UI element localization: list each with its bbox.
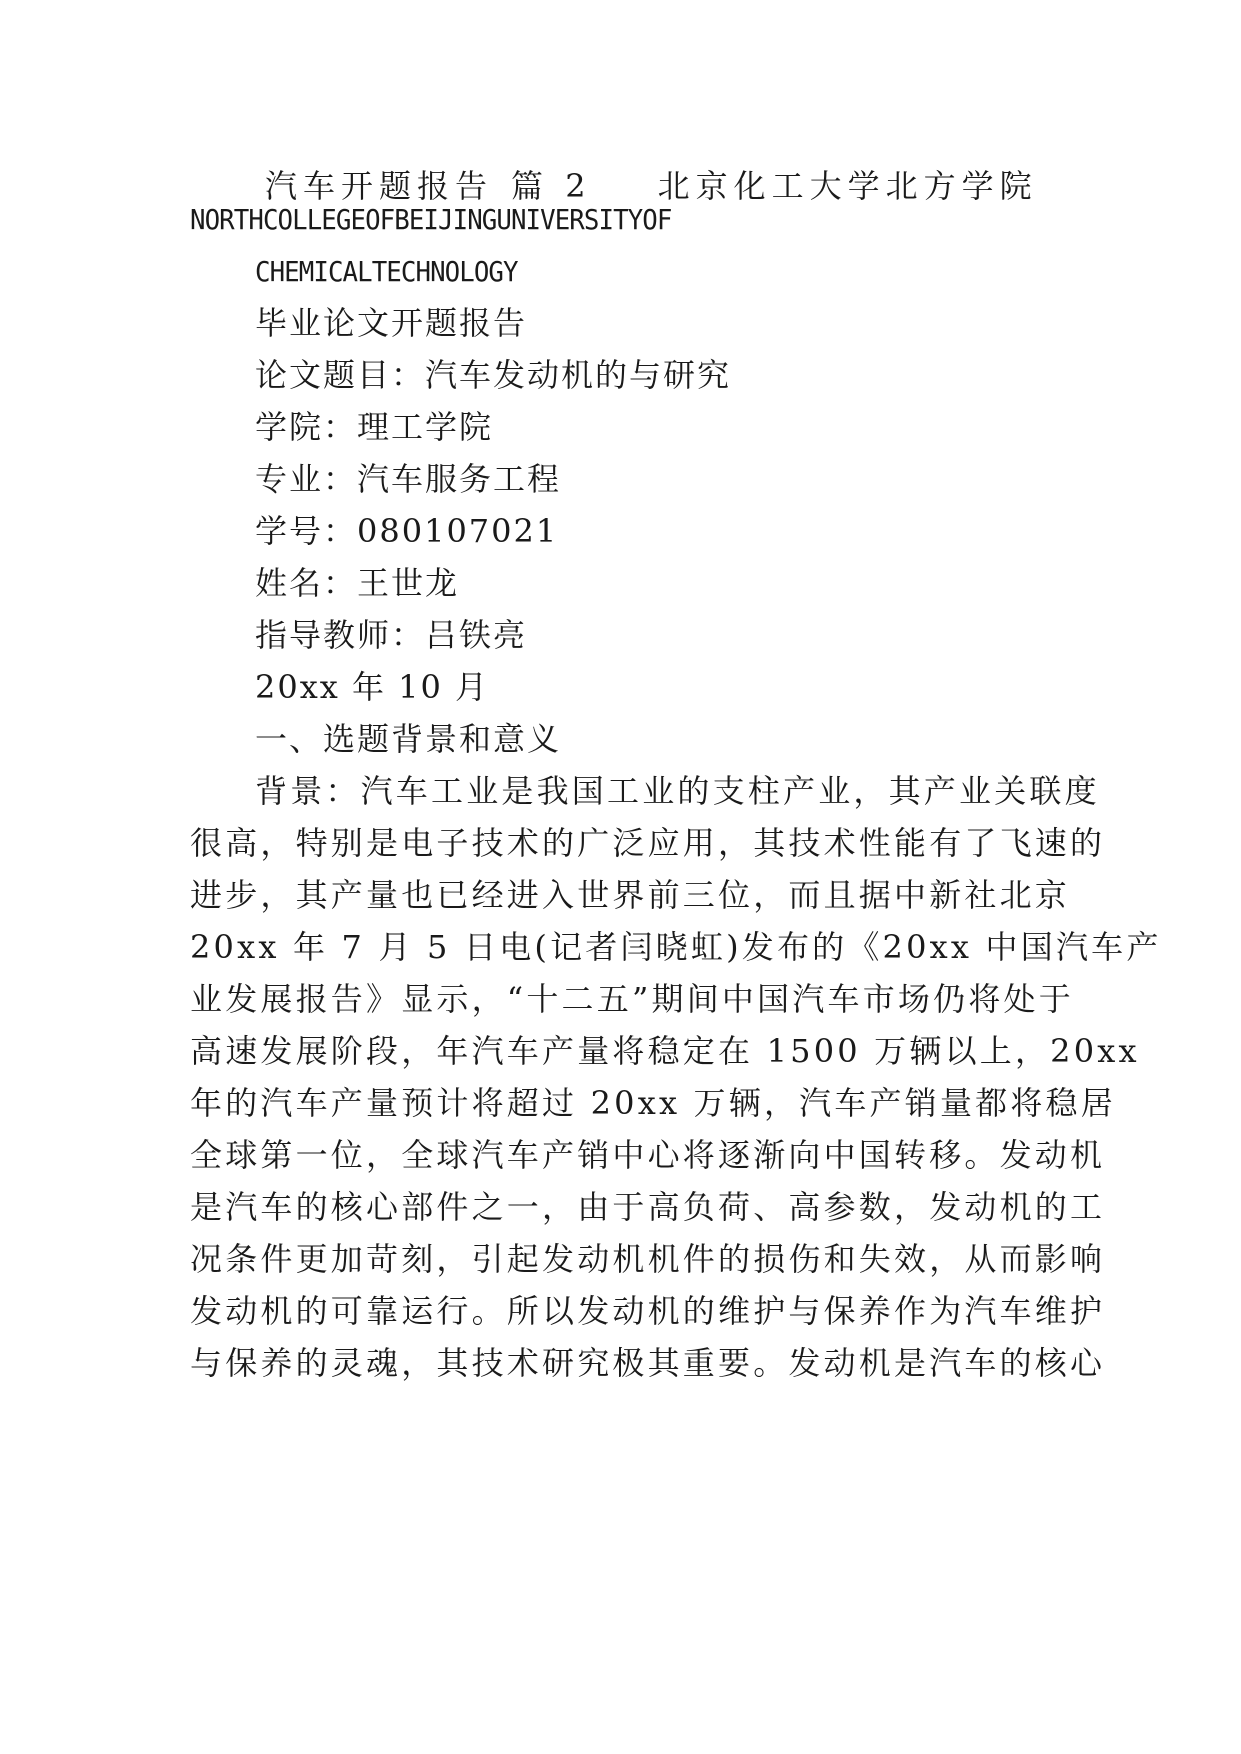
paragraph-line: 进步，其产量也已经进入世界前三位，而且据中新社北京 [190, 876, 1071, 914]
paragraph-line: 况条件更加苛刻，引起发动机机件的损伤和失效，从而影响 [190, 1240, 1106, 1278]
paragraph-line: 是汽车的核心部件之一，由于高负荷、高参数，发动机的工 [190, 1188, 1106, 1226]
paragraph-line: 高速发展阶段，年汽车产量将稳定在 1500 万辆以上，20xx [190, 1032, 1140, 1070]
paragraph-line: 20xx 年 7 月 5 日电(记者闫晓虹)发布的《20xx 中国汽车产 [190, 928, 1162, 966]
paragraph-line: 年的汽车产量预计将超过 20xx 万辆，汽车产销量都将稳居 [190, 1084, 1116, 1122]
paragraph-line: 业发展报告》显示，“十二五”期间中国汽车市场仍将处于 [190, 980, 1074, 1018]
university-name-en-line-1: NORTHCOLLEGEOFBEIJINGUNIVERSITYOF [190, 203, 672, 236]
university-name-cn: 北京化工大学北方学院 [657, 167, 1038, 205]
student-id-field: 学号：080107021 [255, 512, 559, 550]
name-field: 姓名：王世龙 [255, 564, 460, 602]
university-name-en-line-2: CHEMICALTECHNOLOGY [255, 255, 518, 288]
advisor-field: 指导教师：吕铁亮 [255, 616, 528, 654]
report-type: 毕业论文开题报告 [255, 304, 528, 342]
college-field: 学院：理工学院 [255, 408, 494, 446]
paragraph-line: 背景：汽车工业是我国工业的支柱产业，其产业关联度 [255, 772, 1100, 810]
paragraph-line: 发动机的可靠运行。所以发动机的维护与保养作为汽车维护 [190, 1292, 1106, 1330]
doc-title: 汽车开题报告 [265, 167, 494, 205]
paragraph-line: 全球第一位，全球汽车产销中心将逐渐向中国转移。发动机 [190, 1136, 1106, 1174]
part-label: 篇 2 [511, 167, 592, 205]
paragraph-line: 与保养的灵魂，其技术研究极其重要。发动机是汽车的核心 [190, 1344, 1106, 1382]
date-field: 20xx 年 10 月 [255, 668, 490, 706]
section-heading: 一、选题背景和意义 [255, 720, 562, 758]
thesis-title: 论文题目：汽车发动机的与研究 [255, 356, 732, 394]
paragraph-line: 很高，特别是电子技术的广泛应用，其技术性能有了飞速的 [190, 824, 1106, 862]
major-field: 专业：汽车服务工程 [255, 460, 562, 498]
